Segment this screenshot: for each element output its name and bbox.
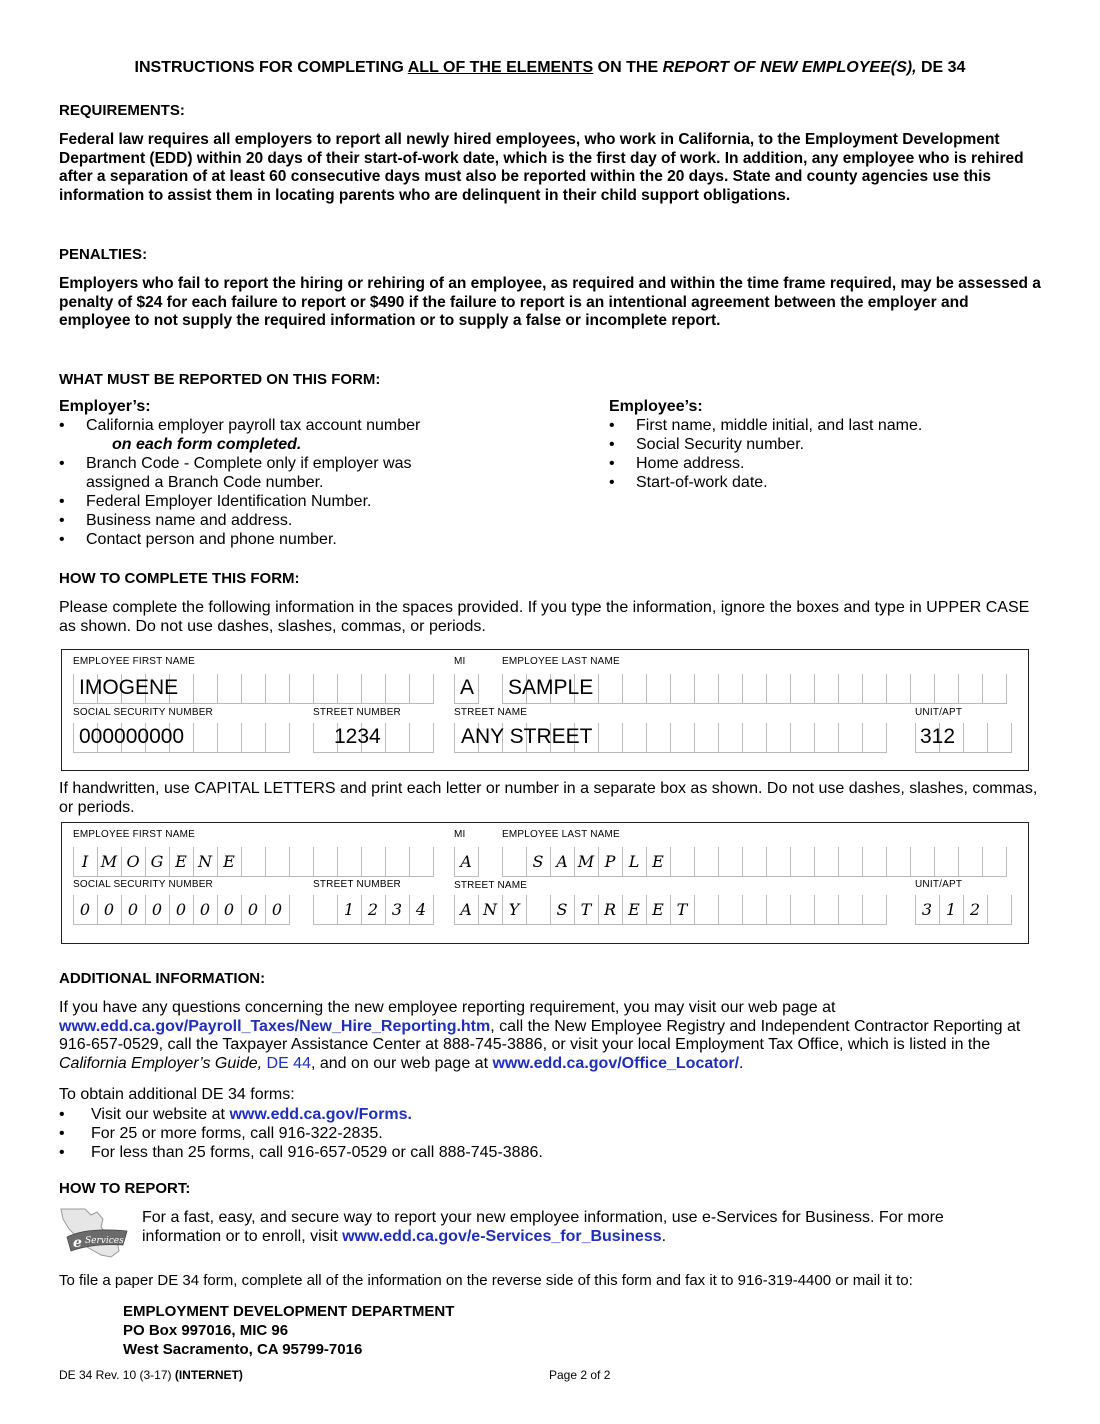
street-number-value: 1234	[334, 725, 381, 748]
form-cell	[988, 723, 1012, 753]
form-cell	[314, 674, 338, 704]
form-cell	[767, 674, 791, 704]
e-services-link[interactable]: www.edd.ca.gov/e-Services_for_Business	[342, 1227, 662, 1245]
list-item: • Start-of-work date.	[609, 473, 1029, 492]
form-cell	[671, 674, 695, 704]
form-cell	[767, 847, 791, 877]
list-item-text: California employer payroll tax account number	[86, 417, 421, 434]
ssn-label: SOCIAL SECURITY NUMBER	[73, 707, 213, 718]
list-item: • Contact person and phone number.	[59, 530, 479, 549]
form-cell	[743, 895, 767, 925]
first-name-label: EMPLOYEE FIRST NAME	[73, 829, 195, 840]
forms-link[interactable]: www.edd.ca.gov/Forms.	[229, 1106, 412, 1123]
handwritten-character: 0	[175, 900, 187, 919]
form-cell	[863, 895, 887, 925]
form-cell	[290, 847, 314, 877]
form-cell	[338, 847, 362, 877]
handwritten-character: A	[460, 852, 472, 871]
typed-sample-form	[61, 649, 1029, 771]
form-cell	[338, 674, 362, 704]
form-cell	[863, 847, 887, 877]
form-cell	[959, 847, 983, 877]
form-cell	[695, 723, 719, 753]
mi-handwritten	[454, 847, 478, 877]
ssn-value: 000000000	[79, 725, 185, 748]
handwritten-character: 0	[103, 900, 115, 919]
title-underline: ALL OF THE ELEMENTS	[407, 59, 594, 76]
handwritten-character	[502, 847, 526, 877]
handwritten-character: 4	[415, 900, 427, 919]
street-number-label: STREET NUMBER	[313, 707, 401, 718]
address-line: PO Box 997016, MIC 96	[123, 1322, 289, 1339]
title-part: ON THE	[593, 59, 663, 76]
first-name-label: EMPLOYEE FIRST NAME	[73, 656, 195, 667]
how-heading: HOW TO COMPLETE THIS FORM:	[59, 570, 300, 587]
penalties-text: Employers who fail to report the hiring or rehiring of an employee, as required and within the time frame required, may be assessed a penalty of $24 for each failure to report or $490 if the failure to report is an intentional agreement between the employer and employee to not supply the required information or to supply a false or incomplete report.	[59, 275, 1041, 329]
what-heading: WHAT MUST BE REPORTED ON THIS FORM:	[59, 371, 381, 388]
form-cell	[935, 674, 959, 704]
page-title	[0, 59, 1100, 77]
mi-label: MI	[454, 656, 466, 667]
handwritten-character: 1	[343, 900, 355, 919]
form-cell	[410, 674, 434, 704]
last-name-label: EMPLOYEE LAST NAME	[502, 829, 620, 840]
form-cell	[290, 674, 314, 704]
mi-label: MI	[454, 829, 466, 840]
form-cell	[386, 723, 410, 753]
form-cell	[386, 847, 410, 877]
form-cell	[839, 847, 863, 877]
form-cell	[695, 674, 719, 704]
form-cell	[314, 847, 338, 877]
form-cell	[911, 674, 935, 704]
list-item: • Home address.	[609, 454, 1029, 473]
handwritten-character: 1	[945, 900, 957, 919]
form-cell	[671, 847, 695, 877]
street-name-value: ANY STREET	[461, 725, 593, 748]
handwritten-character: L	[628, 852, 640, 871]
handwritten-character: E	[223, 852, 235, 871]
form-cell	[410, 847, 434, 877]
svg-text:e: e	[73, 1235, 82, 1251]
handwritten-character: E	[175, 852, 187, 871]
text-run: , and on our web page at	[310, 1054, 493, 1072]
form-cell	[719, 847, 743, 877]
handwritten-character: S	[556, 900, 568, 919]
handwritten-character: E	[628, 900, 640, 919]
text-run: , call the New Employee Registry and Independent Contractor Reporting at 916-657-0529, call the Taxpayer Assistance Center at 888-745-3886, or visit your local Employment Tax Office, which is listed in the	[59, 1017, 1021, 1053]
handwritten-character	[313, 895, 337, 925]
unit-label: UNIT/APT	[915, 707, 963, 718]
form-cell	[791, 895, 815, 925]
list-item: • Federal Employer Identification Number.	[59, 492, 479, 511]
employee-list-block	[609, 398, 1029, 492]
handwritten-character: S	[532, 852, 544, 871]
list-item: • Social Security number.	[609, 435, 1029, 454]
street-name-label: STREET NAME	[454, 707, 528, 718]
form-cell	[839, 895, 863, 925]
handwritten-character: E	[652, 900, 664, 919]
handwritten-character: 0	[127, 900, 139, 919]
employee-heading: Employee’s:	[609, 398, 703, 415]
guide-title: California Employer’s Guide,	[59, 1054, 263, 1072]
form-cell	[983, 847, 1007, 877]
list-item: • Business name and address.	[59, 511, 479, 530]
form-cell	[386, 674, 410, 704]
street-number-label: STREET NUMBER	[313, 879, 401, 890]
form-cell	[671, 723, 695, 753]
requirements-heading: REQUIREMENTS:	[59, 102, 185, 119]
unit-handwritten	[915, 895, 987, 925]
form-cell	[218, 674, 242, 704]
handwritten-character: P	[604, 852, 616, 871]
handwritten-character: Y	[508, 900, 520, 919]
form-cell	[695, 847, 719, 877]
street-name-label: STREET NAME	[454, 880, 528, 891]
form-cell	[218, 723, 242, 753]
form-cell	[887, 847, 911, 877]
form-cell	[791, 847, 815, 877]
form-cell	[988, 895, 1012, 925]
form-cell	[767, 895, 791, 925]
form-cell	[362, 847, 386, 877]
form-cell	[839, 723, 863, 753]
additional-text	[59, 999, 1049, 1073]
list-item	[59, 1105, 959, 1124]
handwritten-character: O	[126, 852, 140, 871]
street-name-handwritten	[454, 895, 694, 925]
penalties-heading: PENALTIES:	[59, 246, 148, 263]
form-cell	[194, 674, 218, 704]
form-cell	[623, 723, 647, 753]
ssn-label: SOCIAL SECURITY NUMBER	[73, 879, 213, 890]
form-cell	[863, 674, 887, 704]
forms-list	[59, 1105, 959, 1162]
paper-instructions: To file a paper DE 34 form, complete all of the information on the reverse side of this form and fax it to 916-319-4400 or mail it to:	[59, 1272, 913, 1289]
form-cell	[599, 723, 623, 753]
handwritten-character: E	[652, 852, 664, 871]
title-part: INSTRUCTIONS FOR COMPLETING	[134, 59, 408, 76]
text-run: .	[661, 1227, 667, 1245]
form-cell	[242, 847, 266, 877]
handwritten-character: 0	[79, 900, 91, 919]
form-cell	[743, 723, 767, 753]
form-cell	[242, 674, 266, 704]
mi-value: A	[460, 676, 475, 699]
form-cell	[719, 723, 743, 753]
handwritten-character: 0	[151, 900, 163, 919]
list-item: • First name, middle initial, and last name.	[609, 416, 1029, 435]
handwritten-character: A	[556, 852, 568, 871]
office-locator-link[interactable]: www.edd.ca.gov/Office_Locator/	[492, 1054, 740, 1072]
form-cell	[815, 723, 839, 753]
last-name-label: EMPLOYEE LAST NAME	[502, 656, 620, 667]
form-id-internet: (INTERNET)	[174, 1368, 243, 1382]
form-cell	[839, 674, 863, 704]
handwritten-character: 0	[199, 900, 211, 919]
handwritten-character: 3	[921, 900, 933, 919]
form-cell	[815, 847, 839, 877]
handwritten-character: 2	[367, 900, 379, 919]
handwritten-character: T	[676, 900, 688, 919]
handwritten-character: 0	[247, 900, 259, 919]
title-form-name: REPORT OF NEW EMPLOYEE(S),	[662, 59, 917, 76]
text-run: .	[739, 1054, 744, 1072]
de44-link[interactable]: DE 44	[262, 1054, 311, 1072]
handwritten-character: 2	[969, 900, 981, 919]
mailing-address	[123, 1302, 454, 1359]
form-cell	[599, 674, 623, 704]
form-cell	[719, 674, 743, 704]
form-cell	[242, 723, 266, 753]
form-cell	[647, 723, 671, 753]
form-cell	[935, 847, 959, 877]
handwritten-intro: If handwritten, use CAPITAL LETTERS and print each letter or number in a separate box as shown. Do not use dashes, slashes, commas, or periods.	[59, 780, 1038, 816]
employer-list-block	[59, 398, 479, 549]
handwritten-character: 3	[391, 900, 403, 919]
address-line: EMPLOYMENT DEVELOPMENT DEPARTMENT	[123, 1303, 455, 1320]
form-cell	[815, 895, 839, 925]
handwritten-character: T	[580, 900, 592, 919]
handwritten-character: G	[150, 852, 164, 871]
forms-intro: To obtain additional DE 34 forms:	[59, 1086, 295, 1103]
handwritten-character: N	[483, 900, 497, 919]
handwritten-character: M	[577, 852, 595, 871]
e-services-icon-text: Services	[85, 1236, 124, 1246]
new-hire-link[interactable]: www.edd.ca.gov/Payroll_Taxes/New_Hire_Reporting.htm	[59, 1017, 491, 1035]
form-revision	[59, 1368, 243, 1382]
handwritten-character: 0	[271, 900, 283, 919]
form-cell	[959, 674, 983, 704]
form-id: DE 34 Rev. 10 (3-17)	[59, 1368, 175, 1382]
form-cell	[767, 723, 791, 753]
list-item-text: Visit our website at	[91, 1106, 230, 1123]
requirements-text: Federal law requires all employers to report all newly hired employees, who work in California, to the Employment Development Department (EDD) within 20 days of their start-of-work date, which is the first day of work. In addition, any employee who is rehired after a separation of at least 60 consecutive days must also be reported within the 20 days. State and county agencies use this information to assist them in locating parents who are delinquent in their child support obligations.	[59, 131, 1024, 204]
first-name-value: IMOGENE	[79, 676, 179, 699]
report-heading: HOW TO REPORT:	[59, 1180, 191, 1197]
text-run: For a fast, easy, and secure way to report your new employee information, use e-Services for Business. For more information or to enroll, visit	[142, 1209, 944, 1245]
typed-intro: Please complete the following information in the spaces provided. If you type the information, ignore the boxes and type in UPPER CASE as shown. Do not use dashes, slashes, commas, or periods.	[59, 599, 1030, 635]
form-cell	[410, 723, 434, 753]
e-services-icon	[57, 1207, 133, 1261]
first-name-handwritten	[73, 847, 241, 877]
additional-heading: ADDITIONAL INFORMATION:	[59, 970, 266, 987]
last-name-handwritten	[502, 847, 670, 877]
employer-list	[59, 416, 479, 549]
form-cell	[719, 895, 743, 925]
handwritten-character	[526, 895, 550, 925]
handwritten-character: I	[81, 852, 89, 871]
form-cell	[815, 674, 839, 704]
street-number-handwritten	[313, 895, 433, 925]
form-cell	[911, 847, 935, 877]
form-cell	[791, 674, 815, 704]
form-cell	[266, 674, 290, 704]
form-cell	[964, 723, 988, 753]
unit-value: 312	[920, 725, 956, 748]
form-cell	[743, 847, 767, 877]
address-line: West Sacramento, CA 95799-7016	[123, 1341, 363, 1358]
list-item: • Branch Code - Complete only if employer was assigned a Branch Code number.	[59, 454, 479, 492]
form-cell	[194, 723, 218, 753]
title-part: DE 34	[916, 59, 966, 76]
unit-label: UNIT/APT	[915, 879, 963, 890]
emphasis-text: on each form completed.	[112, 436, 302, 453]
form-cell	[695, 895, 719, 925]
handwritten-character: M	[100, 852, 118, 871]
form-cell	[362, 674, 386, 704]
page-number: Page 2 of 2	[549, 1368, 611, 1382]
ssn-handwritten	[73, 895, 289, 925]
form-cell	[647, 674, 671, 704]
handwritten-sample-form	[61, 822, 1029, 944]
last-name-value: SAMPLE	[508, 676, 594, 699]
list-item: • For 25 or more forms, call 916-322-2835.	[59, 1124, 959, 1143]
employee-list	[609, 416, 1029, 492]
form-cell	[863, 723, 887, 753]
text-run: If you have any questions concerning the new employee reporting requirement, you may visit our web page at	[59, 999, 836, 1016]
form-cell	[983, 674, 1007, 704]
handwritten-character: 0	[223, 900, 235, 919]
form-cell	[791, 723, 815, 753]
form-cell	[266, 723, 290, 753]
handwritten-character: A	[460, 900, 472, 919]
form-cell	[743, 674, 767, 704]
handwritten-character: R	[603, 900, 617, 919]
employer-heading: Employer’s:	[59, 398, 151, 415]
form-cell	[887, 674, 911, 704]
form-cell	[623, 674, 647, 704]
eservices-text	[142, 1209, 1022, 1246]
handwritten-character: N	[198, 852, 212, 871]
form-cell	[266, 847, 290, 877]
list-item	[59, 416, 479, 454]
list-item: • For less than 25 forms, call 916-657-0529 or call 888-745-3886.	[59, 1143, 959, 1162]
